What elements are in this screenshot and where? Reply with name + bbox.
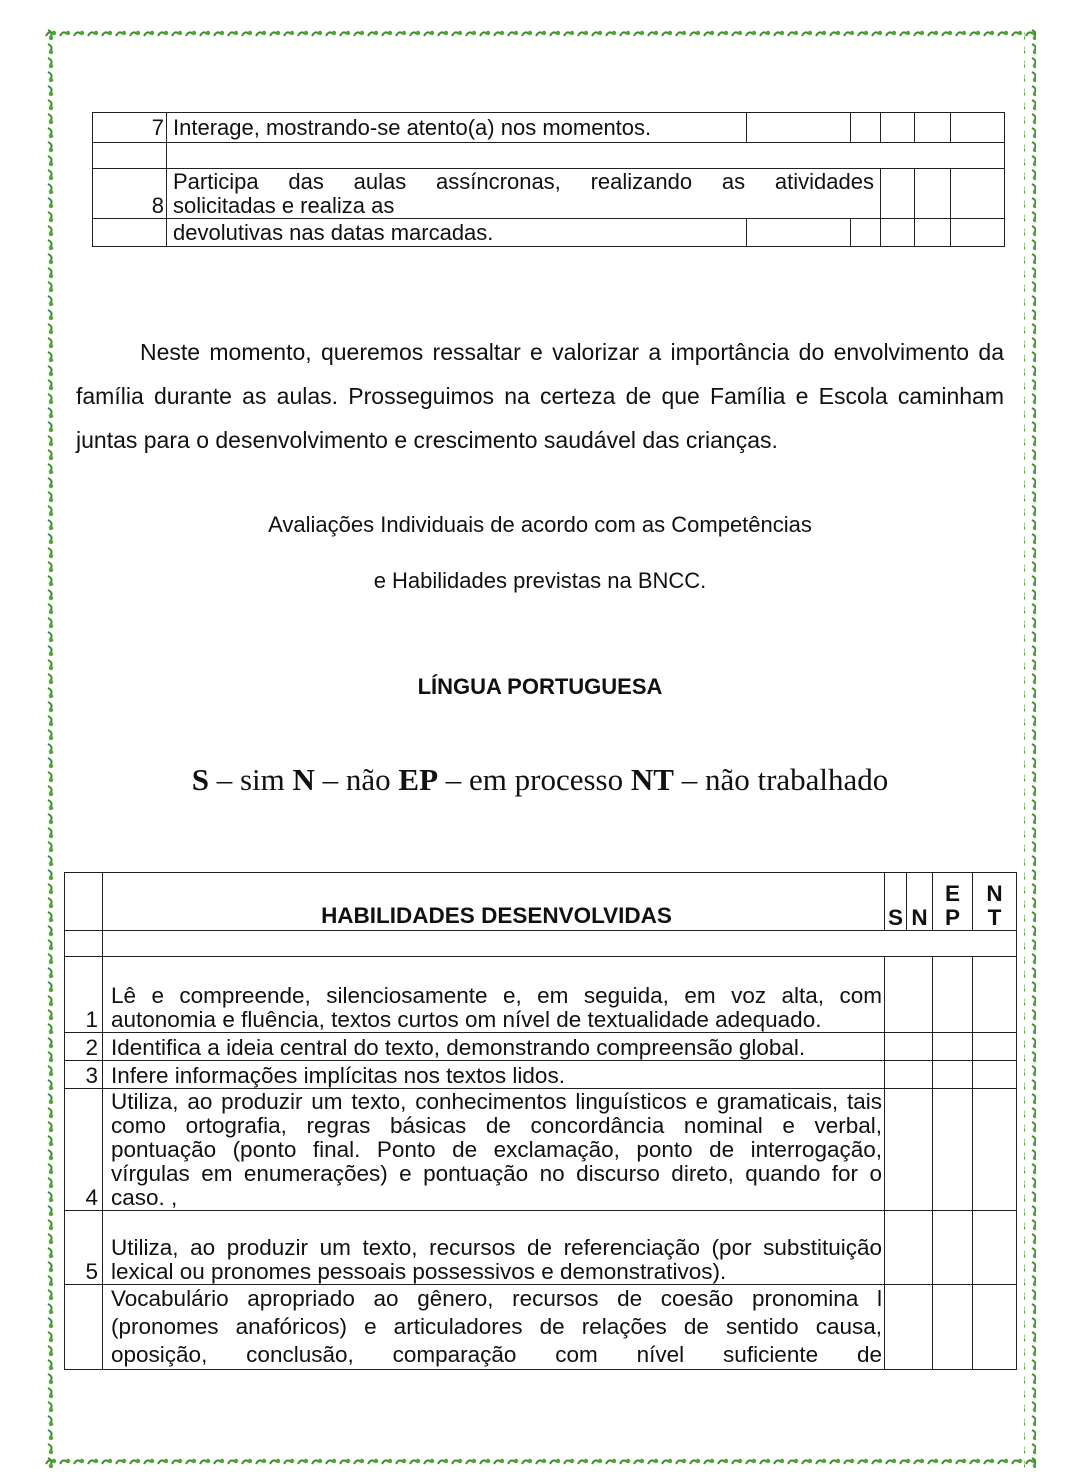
skills-header: HABILIDADES DESENVOLVIDAS xyxy=(103,873,885,931)
row-number: 4 xyxy=(65,1089,103,1211)
row-number: 7 xyxy=(93,113,167,143)
col-nt-line1: N xyxy=(986,881,1003,906)
table-row xyxy=(65,1033,1017,1061)
subtitle-line-2: e Habilidades previstas na BNCC. xyxy=(373,568,707,593)
col-ep-line2: P xyxy=(944,905,960,930)
check-cell xyxy=(915,219,951,247)
legend-key: EP xyxy=(398,762,439,797)
check-cell xyxy=(885,1211,933,1285)
skill-text: Utiliza, ao produzir um texto, conhecimentos linguísticos e gramaticais, tais como ortografia, regras básicas de concordância nominal e verbal, pontuação (ponto final. Ponto de exclamação, ponto de interrogação, vírgulas em enumerações) e pontuação no discurso direto, quando for o caso. , xyxy=(103,1089,885,1211)
check-cell xyxy=(973,1285,1017,1370)
row-number: 5 xyxy=(65,1211,103,1285)
legend-value: – em processo xyxy=(438,762,631,797)
col-nt-line2: T xyxy=(987,905,1002,930)
check-cell xyxy=(881,113,915,143)
legend-value: – não xyxy=(314,762,399,797)
intro-paragraph: Neste momento, queremos ressaltar e valorizar a importância do envolvimento da família durante as aulas. Prosseguimos na certeza de que Família e Escola caminham juntas para o desenvolvimento e crescimento saudável das crianças. xyxy=(76,339,1004,453)
legend-value: – sim xyxy=(208,762,293,797)
check-cell xyxy=(973,1089,1017,1211)
check-cell xyxy=(851,113,881,143)
check-cell xyxy=(951,113,1005,143)
col-s-header: S xyxy=(885,873,907,931)
empty-cell xyxy=(93,219,167,247)
check-cell xyxy=(933,1211,973,1285)
legend-key: NT xyxy=(630,762,674,797)
skills-table xyxy=(64,872,1017,1370)
row-text-line3: devolutivas nas datas marcadas. xyxy=(167,219,747,247)
skill-text: Utiliza, ao produzir um texto, recursos de referenciação (por substituição lexical ou pronomes pessoais possessivos e demonstrativos). xyxy=(103,1211,885,1285)
table-row xyxy=(93,143,1005,169)
row-number: 2 xyxy=(65,1033,103,1061)
skills-header-row xyxy=(65,873,1017,931)
row-number xyxy=(65,1285,103,1370)
table-row xyxy=(65,1211,1017,1285)
number-header xyxy=(65,873,103,931)
row-text: Interage, mostrando-se atento(a) nos momentos. xyxy=(167,113,747,143)
check-cell xyxy=(951,219,1005,247)
col-ep-header xyxy=(933,873,973,931)
skill-text: Identifica a ideia central do texto, demonstrando compreensão global. xyxy=(103,1033,885,1061)
row-number: 1 xyxy=(65,957,103,1033)
empty-cell xyxy=(747,113,851,143)
row-text xyxy=(167,143,1005,169)
table-row xyxy=(65,1089,1017,1211)
check-cell xyxy=(973,957,1017,1033)
check-cell xyxy=(933,1285,973,1370)
check-cell xyxy=(973,1033,1017,1061)
legend-key: S xyxy=(191,762,209,797)
table-row xyxy=(93,169,1005,219)
col-ep-line1: E xyxy=(944,881,960,906)
check-cell xyxy=(915,169,951,219)
subject-heading: LÍNGUA PORTUGUESA xyxy=(417,674,663,699)
check-cell xyxy=(933,1033,973,1061)
check-cell xyxy=(885,1033,933,1061)
table-row xyxy=(65,957,1017,1033)
check-cell xyxy=(885,1089,933,1211)
row-text-line2: solicitadas e realiza as xyxy=(173,193,395,218)
check-cell xyxy=(973,1211,1017,1285)
table-row xyxy=(65,931,1017,957)
subtitle-line-1: Avaliações Individuais de acordo com as Competências xyxy=(268,512,812,537)
check-cell xyxy=(885,1061,933,1089)
row-number: 8 xyxy=(93,169,167,219)
check-cell xyxy=(933,1089,973,1211)
check-cell xyxy=(851,219,881,247)
empty-cell xyxy=(103,931,1017,957)
table-row xyxy=(93,113,1005,143)
check-cell xyxy=(885,957,933,1033)
empty-cell xyxy=(747,219,851,247)
col-nt-header xyxy=(973,873,1017,931)
check-cell xyxy=(885,1285,933,1370)
skill-text: Vocabulário apropriado ao gênero, recursos de coesão pronomina l (pronomes anafóricos) e articuladores de relações de sentido causa, oposição, conclusão, comparação com nível suficiente de xyxy=(103,1285,885,1370)
table-row xyxy=(93,219,1005,247)
legend-key: N xyxy=(292,762,315,797)
skill-text: Lê e compreende, silenciosamente e, em seguida, em voz alta, com autonomia e fluência, textos curtos om nível de textualidade adequado. xyxy=(103,957,885,1033)
legend xyxy=(0,762,1080,798)
row-number xyxy=(93,143,167,169)
check-cell xyxy=(933,957,973,1033)
table-row xyxy=(65,1061,1017,1089)
col-n-header: N xyxy=(907,873,933,931)
table-row xyxy=(65,1285,1017,1370)
skill-text: Infere informações implícitas nos textos lidos. xyxy=(103,1061,885,1089)
check-cell xyxy=(881,219,915,247)
top-evaluation-table xyxy=(92,112,1005,247)
row-number: 3 xyxy=(65,1061,103,1089)
check-cell xyxy=(951,169,1005,219)
empty-cell xyxy=(65,931,103,957)
check-cell xyxy=(973,1061,1017,1089)
check-cell xyxy=(915,113,951,143)
check-cell xyxy=(881,169,915,219)
check-cell xyxy=(933,1061,973,1089)
legend-value: – não trabalhado xyxy=(673,762,889,797)
row-text-line1: Participa das aulas assíncronas, realizando as atividades xyxy=(173,169,874,194)
